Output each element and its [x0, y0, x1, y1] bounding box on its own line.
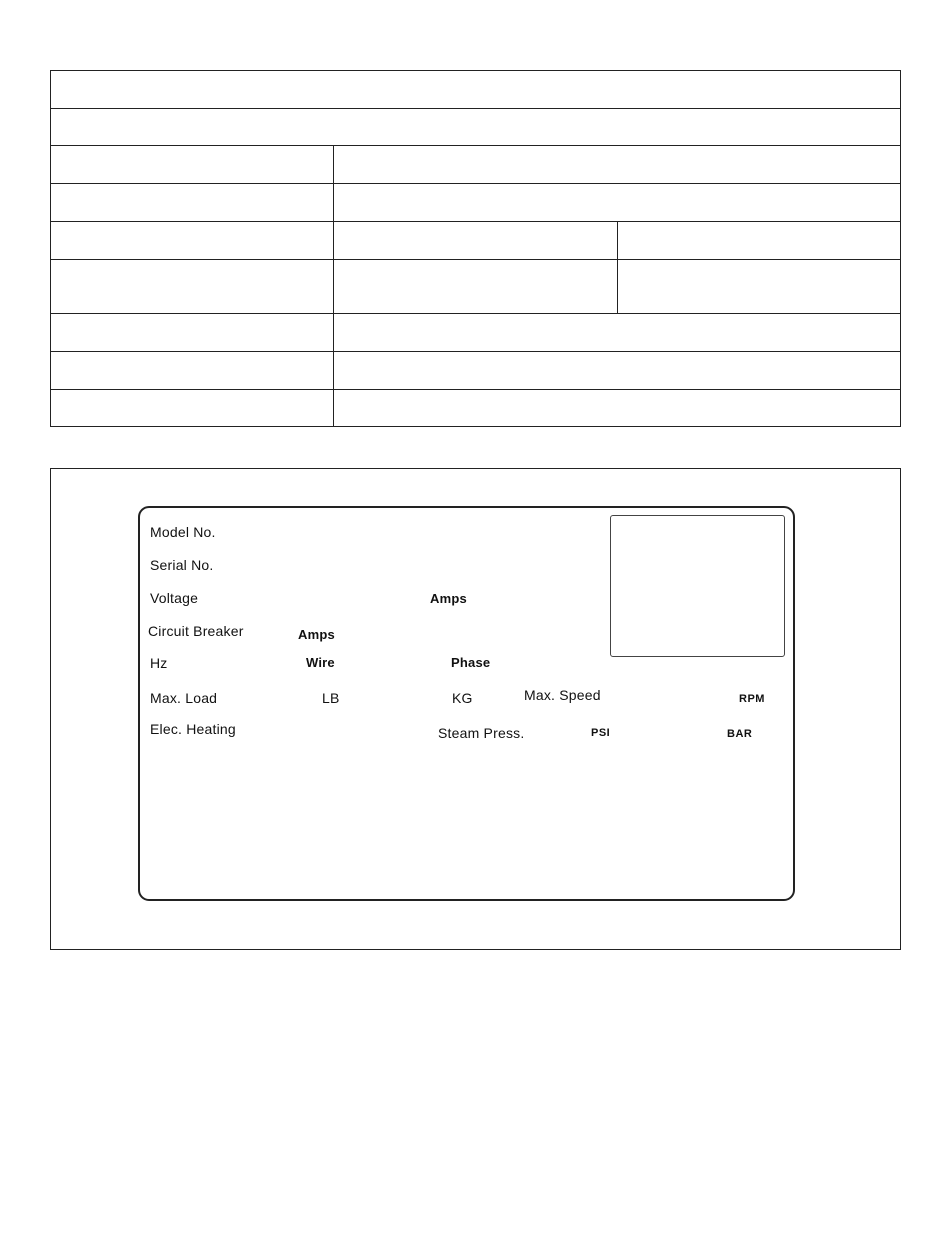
record-table [50, 70, 901, 427]
table-column-divider [617, 221, 618, 313]
max-load-label: Max. Load [150, 690, 218, 706]
kg-unit-label: KG [452, 690, 473, 706]
rpm-unit-label: RPM [739, 693, 765, 705]
hz-label: Hz [150, 655, 168, 671]
table-row-divider [51, 221, 900, 222]
table-row-divider [51, 313, 900, 314]
table-row-divider [51, 108, 900, 109]
max-speed-label: Max. Speed [524, 687, 601, 703]
table-row-divider [51, 351, 900, 352]
lb-unit-label: LB [322, 690, 340, 706]
circuit-breaker-label: Circuit Breaker [148, 623, 244, 639]
steam-press-label: Steam Press. [438, 725, 525, 741]
nameplate-photo-box [610, 515, 785, 657]
table-column-divider [333, 145, 334, 427]
table-row-divider [51, 259, 900, 260]
table-row-divider [51, 145, 900, 146]
wire-label: Wire [306, 655, 335, 670]
serial-no-label: Serial No. [150, 557, 214, 573]
voltage-label: Voltage [150, 590, 199, 606]
elec-heating-label: Elec. Heating [150, 721, 236, 737]
table-row-divider [51, 183, 900, 184]
amps-label: Amps [430, 591, 467, 606]
breaker-amps-label: Amps [298, 627, 335, 642]
table-row-divider [51, 389, 900, 390]
phase-label: Phase [451, 655, 491, 670]
psi-unit-label: PSI [591, 727, 611, 739]
model-no-label: Model No. [150, 524, 216, 540]
bar-unit-label: BAR [727, 728, 753, 740]
